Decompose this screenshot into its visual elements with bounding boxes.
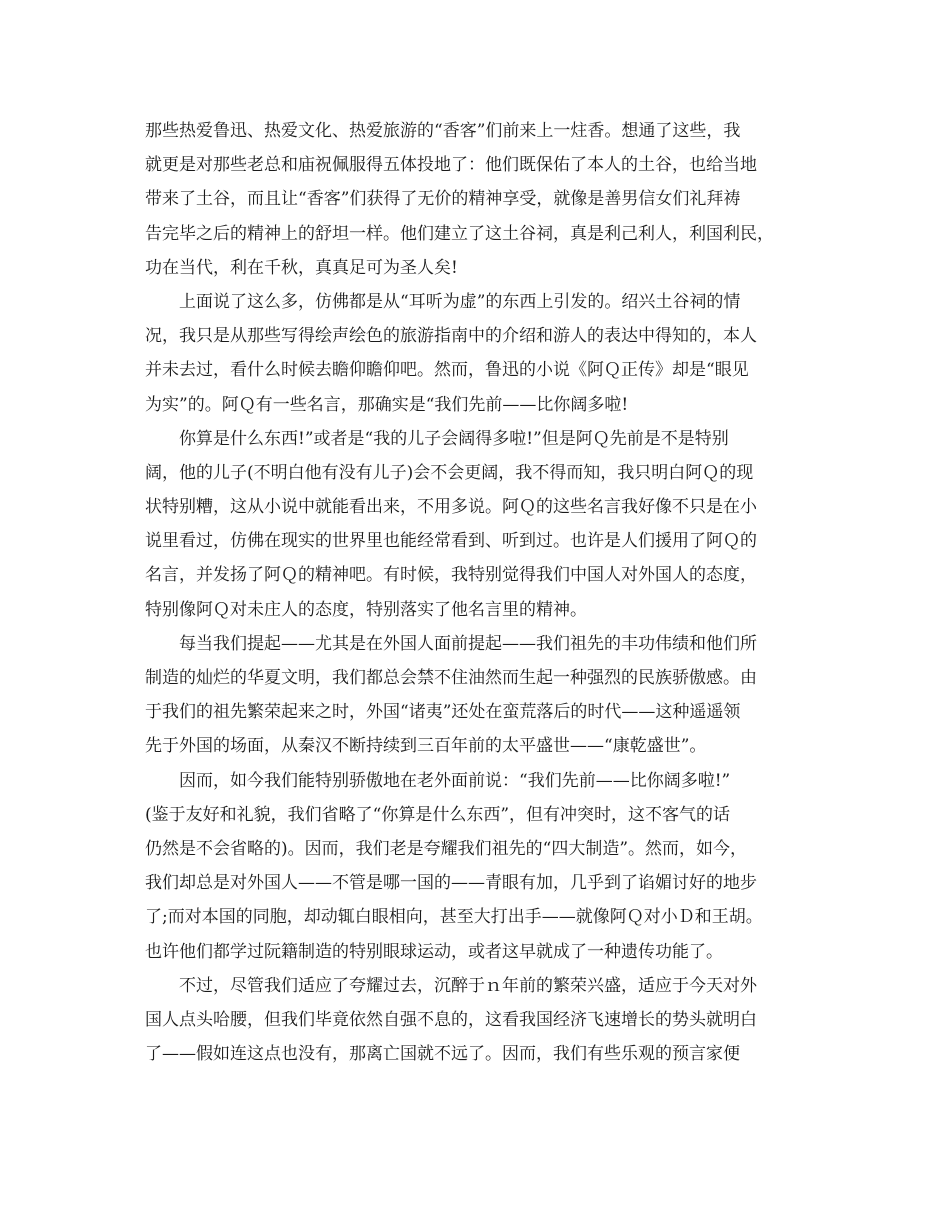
- text-line: 带来了土谷，而且让“香客”们获得了无价的精神享受，就像是善男信女们礼拜祷: [145, 189, 741, 210]
- text-line: 上面说了这么多，仿佛都是从“耳听为虚”的东西上引发的。绍兴土谷祠的情: [179, 291, 741, 312]
- text-line: 状特别糟，这从小说中就能看出来，不用多说。阿Ｑ的这些名言我好像不只是在小: [145, 497, 757, 518]
- text-line: 仍然是不会省略的)。因而，我们老是夸耀我们祖先的“四大制造”。然而，如今，: [145, 838, 748, 859]
- text-line: 你算是什么东西!”或者是“我的儿子会阔得多啦!”但是阿Ｑ先前是不是特别: [179, 428, 729, 449]
- text-line: 名言，并发扬了阿Ｑ的精神吧。有时候，我特别觉得我们中国人对外国人的态度，: [145, 565, 757, 586]
- text-line: 并未去过，看什么时候去瞻仰瞻仰吧。然而，鲁迅的小说《阿Ｑ正传》却是“眼见: [145, 360, 749, 381]
- text-line: 不过，尽管我们适应了夸耀过去，沉醉于ｎ年前的繁荣兴盛，适应于今天对外: [179, 975, 757, 996]
- text-line: 国人点头哈腰，但我们毕竟依然自强不息的，这看我国经济飞速增长的势头就明白: [145, 1009, 757, 1030]
- text-line: 功在当代，利在千秋，真真足可为圣人矣!: [145, 257, 458, 278]
- text-line: 制造的灿烂的华夏文明，我们都总会禁不住油然而生起一种强烈的民族骄傲感。由: [145, 668, 757, 688]
- text-line: 先于外国的场面，从秦汉不断持续到三百年前的太平盛世——“康乾盛世”。: [145, 736, 707, 757]
- text-line: 就更是对那些老总和庙祝佩服得五体投地了：他们既保佑了本人的土谷，也给当地: [145, 155, 757, 176]
- text-line: 为实”的。阿Ｑ有一些名言，那确实是“我们先前——比你阔多啦!: [145, 394, 629, 415]
- text-line: 况，我只是从那些写得绘声绘色的旅游指南中的介绍和游人的表达中得知的，本人: [145, 326, 757, 347]
- text-line: 也许他们都学过阮籍制造的特别眼球运动，或者这早就成了一种遗传功能了。: [145, 941, 723, 962]
- text-line: 于我们的祖先繁荣起来之时，外国“诸夷”还处在蛮荒落后的时代——这种遥遥领: [145, 702, 741, 723]
- document-body: [145, 114, 835, 1071]
- text-line: 特别像阿Ｑ对未庄人的态度，特别落实了他名言里的精神。: [145, 599, 587, 620]
- text-line: 告完毕之后的精神上的舒坦一样。他们建立了这土谷祠，真是利己利人，利国利民，: [145, 223, 774, 244]
- text-line: 我们却总是对外国人——不管是哪一国的——青眼有加，几乎到了谄媚讨好的地步: [145, 873, 757, 894]
- text-line: (鉴于友好和礼貌，我们省略了“你算是什么东西”，但有冲突时，这不客气的话: [145, 804, 731, 825]
- text-line: 每当我们提起——尤其是在外国人面前提起——我们祖先的丰功伟绩和他们所: [179, 633, 757, 654]
- text-line: 了——假如连这点也没有，那离亡国就不远了。因而，我们有些乐观的预言家便: [145, 1044, 740, 1065]
- text-line: 因而，如今我们能特别骄傲地在老外面前说：“我们先前——比你阔多啦!”: [179, 770, 731, 791]
- text-line: 阔，他的儿子(不明白他有没有儿子)会不会更阔，我不得而知，我只明白阿Ｑ的现: [145, 462, 754, 483]
- text-line: 了;而对本国的同胞，却动辄白眼相向，甚至大打出手——就像阿Ｑ对小Ｄ和王胡。: [145, 907, 763, 928]
- text-line: 那些热爱鲁迅、热爱文化、热爱旅游的“香客”们前来上一炷香。想通了这些，我: [145, 121, 741, 141]
- text-line: 说里看过，仿佛在现实的世界里也能经常看到、听到过。也许是人们援用了阿Ｑ的: [145, 531, 757, 552]
